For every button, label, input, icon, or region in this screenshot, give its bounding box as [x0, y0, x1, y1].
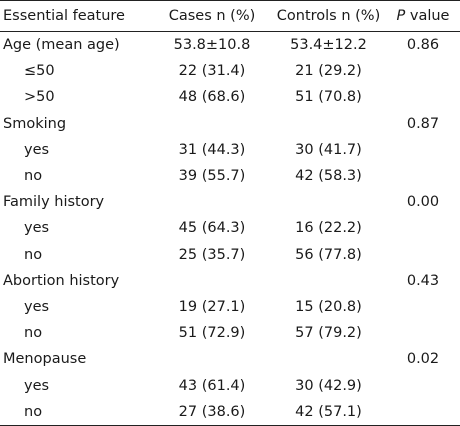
- cell-cases: 27 (38.6): [178, 403, 246, 420]
- cell-cases: [153, 268, 271, 294]
- cell-controls: 30 (42.9): [295, 377, 362, 394]
- cell-controls: 51 (70.8): [295, 89, 362, 106]
- cell-cases: [153, 346, 271, 372]
- cell-controls: 42 (58.3): [295, 168, 362, 185]
- cell-p-value: [386, 372, 460, 398]
- table-row: [0, 399, 460, 426]
- table-row: [0, 268, 460, 294]
- table-body: [0, 32, 460, 426]
- cell-cases: 31 (44.3): [178, 141, 246, 158]
- cell-feature: Age (mean age): [3, 37, 120, 54]
- cell-feature: Family history: [3, 194, 105, 211]
- cell-feature: no: [24, 403, 43, 420]
- table-row: [0, 32, 460, 59]
- cell-cases: 19 (27.1): [178, 298, 246, 315]
- cell-p-value: 0.00: [406, 194, 440, 211]
- cell-controls: 56 (77.8): [295, 246, 362, 263]
- cell-controls: 16 (22.2): [295, 220, 362, 237]
- header-row: [0, 1, 460, 32]
- header-essential-feature: Essential feature: [3, 8, 125, 24]
- cell-controls: [271, 189, 386, 215]
- table-row: [0, 294, 460, 320]
- cell-p-value: [386, 163, 460, 189]
- cell-controls: 15 (20.8): [295, 298, 362, 315]
- cell-feature: Abortion history: [3, 272, 120, 289]
- cell-cases: [153, 189, 271, 215]
- header-p-value: [386, 1, 460, 32]
- cell-feature: yes: [24, 141, 50, 158]
- cell-controls: [271, 346, 386, 372]
- header-p-italic: P: [396, 8, 406, 24]
- cell-controls: [271, 111, 386, 137]
- cell-p-value: [386, 58, 460, 84]
- cell-cases: 45 (64.3): [178, 220, 246, 237]
- cell-feature: yes: [24, 298, 50, 315]
- table-header: [0, 1, 460, 32]
- cell-controls: 30 (41.7): [295, 141, 362, 158]
- cell-p-value: [386, 320, 460, 346]
- table-row: [0, 372, 460, 398]
- cell-p-value: 0.87: [406, 115, 440, 132]
- cell-cases: [153, 111, 271, 137]
- table-row: [0, 215, 460, 241]
- cell-cases: 25 (35.7): [178, 246, 246, 263]
- cell-p-value: 0.02: [406, 351, 440, 368]
- cell-cases: 53.8±10.8: [173, 37, 251, 54]
- cell-feature: no: [24, 325, 43, 342]
- cell-p-value: 0.86: [406, 37, 440, 54]
- cell-controls: 57 (79.2): [295, 325, 362, 342]
- header-p-rest: value: [405, 8, 450, 24]
- table-row: [0, 163, 460, 189]
- cell-cases: 48 (68.6): [178, 89, 246, 106]
- header-controls: Controls n (%): [276, 8, 381, 24]
- cell-feature: yes: [24, 377, 50, 394]
- cell-feature: yes: [24, 220, 50, 237]
- cell-p-value: [386, 294, 460, 320]
- header-cases: Cases n (%): [168, 8, 256, 24]
- cell-p-value: [386, 137, 460, 163]
- table-row: [0, 111, 460, 137]
- cell-p-value: [386, 399, 460, 426]
- table-row: [0, 242, 460, 268]
- cell-cases: 51 (72.9): [178, 325, 246, 342]
- cell-controls: 42 (57.1): [295, 403, 362, 420]
- table-row: [0, 189, 460, 215]
- cell-controls: [271, 268, 386, 294]
- table-row: [0, 320, 460, 346]
- cell-p-value: [386, 215, 460, 241]
- cell-p-value: 0.43: [406, 272, 440, 289]
- cell-cases: 43 (61.4): [178, 377, 246, 394]
- table-row: [0, 58, 460, 84]
- cell-feature: ≤50: [24, 63, 55, 80]
- cell-controls: 53.4±12.2: [290, 37, 367, 54]
- cell-p-value: [386, 84, 460, 110]
- cell-feature: no: [24, 246, 43, 263]
- cell-cases: 22 (31.4): [178, 63, 246, 80]
- cell-feature: no: [24, 168, 43, 185]
- table-row: [0, 84, 460, 110]
- cell-feature: Menopause: [3, 351, 87, 368]
- cell-feature: >50: [24, 89, 55, 106]
- table-row: [0, 137, 460, 163]
- cell-controls: 21 (29.2): [295, 63, 362, 80]
- table-row: [0, 346, 460, 372]
- cell-feature: Smoking: [3, 115, 67, 132]
- cell-p-value: [386, 242, 460, 268]
- cell-cases: 39 (55.7): [178, 168, 246, 185]
